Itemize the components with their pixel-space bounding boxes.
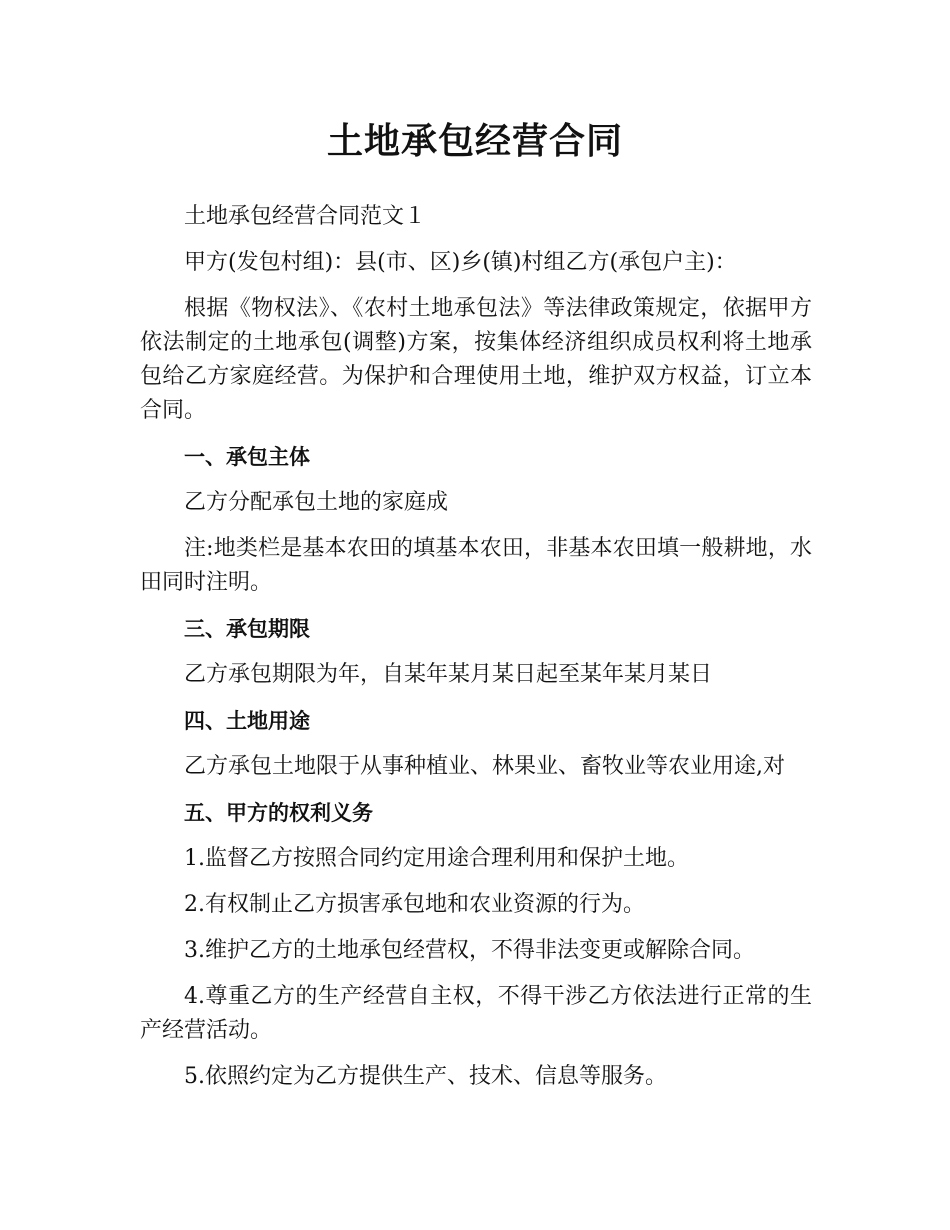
list-item-party-a-1: 1.监督乙方按照合同约定用途合理利用和保护土地。 <box>184 846 689 871</box>
heading-land-use: 四、土地用途 <box>184 709 310 733</box>
paragraph-parties: 甲方(发包村组)：县(市、区)乡(镇)村组乙方(承包户主)： <box>184 250 737 275</box>
paragraph-preamble: 根据《物权法》、《农村土地承包法》等法律政策规定，依据甲方依法制定的土地承包(调整)方案，按集体经济组织成员权利将土地承包给乙方家庭经营。为保护和合理使用土地，维护双方权益，订立本合同。 <box>140 296 812 423</box>
paragraph-land-use: 乙方承包土地限于从事种植业、林果业、畜牧业等农业用途,对 <box>184 754 785 779</box>
document-body <box>140 200 812 1106</box>
paragraph-sample-label: 土地承包经营合同范文１ <box>184 204 427 229</box>
list-item-party-a-2: 2.有权制止乙方损害承包地和农业资源的行为。 <box>184 892 645 917</box>
list-item-party-a-3: 3.维护乙方的土地承包经营权，不得非法变更或解除合同。 <box>184 938 755 963</box>
list-item-party-a-5: 5.依照约定为乙方提供生产、技术、信息等服务。 <box>184 1064 667 1089</box>
paragraph-family-members: 乙方分配承包土地的家庭成 <box>184 490 449 515</box>
heading-contract-term: 三、承包期限 <box>184 617 310 641</box>
list-item-party-a-4: 4.尊重乙方的生产经营自主权，不得干涉乙方依法进行正常的生产经营活动。 <box>140 984 812 1043</box>
heading-party-a-rights: 五、甲方的权利义务 <box>184 801 373 825</box>
document-title: 土地承包经营合同 <box>326 121 623 162</box>
heading-contract-subject: 一、承包主体 <box>184 445 310 469</box>
paragraph-land-type-note: 注:地类栏是基本农田的填基本农田，非基本农田填一般耕地，水田同时注明。 <box>140 536 812 595</box>
paragraph-term: 乙方承包期限为年，自某年某月某日起至某年某月某日 <box>184 662 713 687</box>
